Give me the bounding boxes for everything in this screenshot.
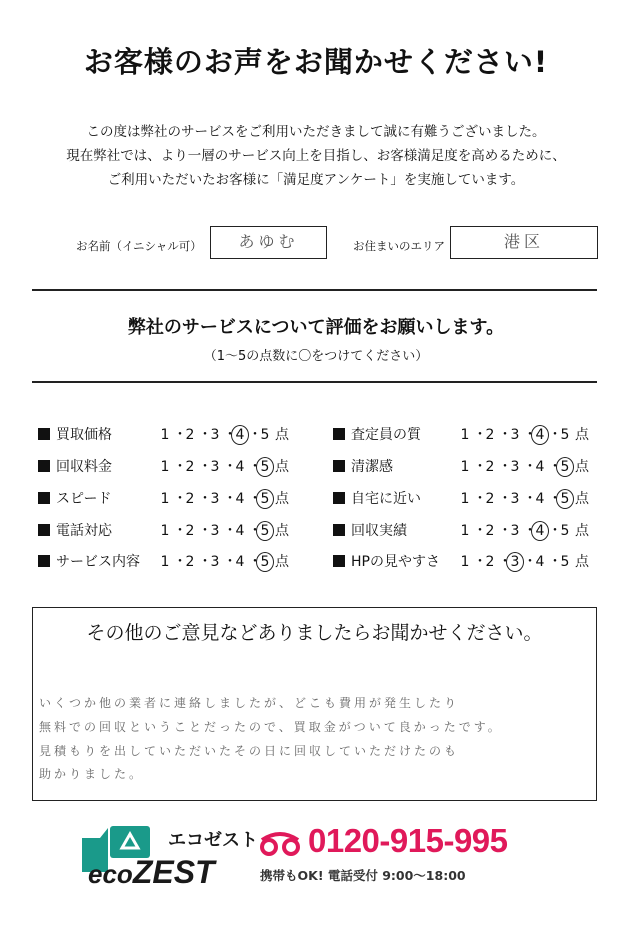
separator: ・: [498, 427, 512, 443]
separator: ・: [498, 523, 512, 539]
intro-text: [0, 120, 632, 192]
bullet-square-icon: [333, 492, 345, 504]
rating-label-text: スピード: [56, 491, 112, 507]
rating-row: [333, 551, 593, 573]
score-unit: 点: [275, 427, 289, 443]
score-option[interactable]: 3: [507, 551, 523, 573]
separator: ・: [498, 554, 512, 570]
rating-label: [38, 488, 111, 510]
score-option[interactable]: 3: [210, 459, 220, 475]
rating-label: [333, 456, 393, 478]
page-title: お客様のお声をお聞かせください!: [83, 45, 549, 79]
score-option[interactable]: 1: [160, 427, 170, 443]
separator: ・: [223, 459, 237, 475]
bullet-square-icon: [38, 428, 50, 440]
separator: ・: [173, 459, 187, 475]
score-option[interactable]: 2: [185, 459, 195, 475]
separator: ・: [473, 523, 487, 539]
rating-label: [38, 520, 112, 542]
score-option[interactable]: 4: [235, 554, 245, 570]
score-unit: 点: [575, 427, 589, 443]
rating-label: [333, 424, 421, 446]
separator: ・: [223, 523, 237, 539]
divider: [32, 381, 597, 383]
score-option[interactable]: 2: [185, 554, 195, 570]
score-option[interactable]: 5: [560, 523, 570, 539]
separator: ・: [223, 554, 237, 570]
score-option[interactable]: 3: [210, 491, 220, 507]
score-unit: 点: [275, 554, 289, 570]
rating-label-text: 買取価格: [56, 427, 112, 443]
comment-line: 見積もりを出していただいたその日に回収していただけたのも: [39, 744, 460, 758]
separator: ・: [223, 427, 237, 443]
separator: ・: [473, 491, 487, 507]
comment-line: 助かりました。: [39, 767, 145, 781]
score-option[interactable]: 3: [210, 427, 220, 443]
separator: ・: [248, 459, 262, 475]
score-option[interactable]: 2: [485, 554, 495, 570]
separator: ・: [198, 491, 212, 507]
freedial-icon: [258, 830, 302, 856]
separator: ・: [548, 554, 562, 570]
rating-row: [38, 551, 298, 573]
separator: ・: [248, 554, 262, 570]
score-unit: 点: [275, 491, 289, 507]
score-option[interactable]: 5: [557, 488, 573, 510]
intro-line: この度は弊社のサービスをご利用いただきまして誠に有難うございました。: [86, 124, 546, 140]
score-option[interactable]: 2: [485, 427, 495, 443]
rating-label-text: 清潔感: [351, 459, 393, 475]
rating-row: [333, 520, 593, 542]
score-option[interactable]: 4: [532, 424, 548, 446]
rating-label-text: 電話対応: [56, 523, 112, 539]
score-unit: 点: [575, 459, 589, 475]
score-unit: 点: [275, 459, 289, 475]
rating-row: [38, 456, 298, 478]
separator: ・: [473, 427, 487, 443]
score-option[interactable]: 3: [510, 523, 520, 539]
comment-title: その他のご意見などありましたらお聞かせください。: [86, 622, 543, 644]
score-unit: 点: [575, 554, 589, 570]
bullet-square-icon: [333, 460, 345, 472]
rating-label: [333, 520, 407, 542]
rating-label-text: 回収実績: [351, 523, 407, 539]
score-option[interactable]: 1: [460, 491, 470, 507]
name-label: お名前（イニシャル可）: [76, 239, 202, 253]
separator: ・: [173, 427, 187, 443]
score-option[interactable]: 4: [532, 520, 548, 542]
score-unit: 点: [575, 523, 589, 539]
score-option[interactable]: 5: [257, 551, 273, 573]
area-field[interactable]: 港区: [450, 226, 598, 259]
separator: ・: [198, 554, 212, 570]
score-option[interactable]: 2: [185, 523, 195, 539]
rating-scale: [157, 520, 289, 542]
comment-line: いくつか他の業者に連絡しましたが、どこも費用が発生したり: [39, 696, 460, 710]
rating-scale: [157, 424, 289, 446]
separator: ・: [548, 491, 562, 507]
separator: ・: [473, 459, 487, 475]
rating-row: [333, 488, 593, 510]
rating-scale: [457, 488, 589, 510]
section-subtitle: （1〜5の点数に〇をつけてください）: [203, 349, 429, 364]
bullet-square-icon: [38, 460, 50, 472]
score-option[interactable]: 1: [160, 554, 170, 570]
rating-scale: [457, 456, 589, 478]
rating-label-text: 自宅に近い: [351, 491, 421, 507]
separator: ・: [523, 427, 537, 443]
logo-kana: エコゼスト: [168, 830, 258, 851]
separator: ・: [173, 523, 187, 539]
rating-row: [333, 456, 593, 478]
separator: ・: [498, 459, 512, 475]
rating-label: [38, 551, 140, 573]
score-option[interactable]: 3: [210, 523, 220, 539]
score-option[interactable]: 3: [510, 427, 520, 443]
bullet-square-icon: [38, 555, 50, 567]
name-field[interactable]: あゆむ: [210, 226, 327, 259]
score-unit: 点: [575, 491, 589, 507]
rating-label: [38, 424, 112, 446]
intro-line: ご利用いただいたお客様に「満足度アンケート」を実施しています。: [107, 172, 525, 188]
score-option[interactable]: 4: [535, 554, 545, 570]
separator: ・: [548, 459, 562, 475]
logo-zest: ZEST: [132, 854, 215, 890]
score-option[interactable]: 1: [460, 523, 470, 539]
bullet-square-icon: [333, 555, 345, 567]
comment-box[interactable]: [32, 607, 597, 801]
score-option[interactable]: 2: [185, 427, 195, 443]
score-option[interactable]: 1: [460, 459, 470, 475]
score-option[interactable]: 2: [485, 523, 495, 539]
separator: ・: [173, 554, 187, 570]
bullet-square-icon: [333, 428, 345, 440]
separator: ・: [498, 491, 512, 507]
score-option[interactable]: 4: [232, 424, 248, 446]
rating-label: [333, 551, 440, 573]
comment-line: 無料での回収ということだったので、買取金がついて良かったです。: [39, 720, 503, 734]
score-option[interactable]: 2: [185, 491, 195, 507]
separator: ・: [198, 427, 212, 443]
score-option[interactable]: 5: [560, 554, 570, 570]
score-option[interactable]: 5: [557, 456, 573, 478]
separator: ・: [173, 491, 187, 507]
score-option[interactable]: 1: [460, 554, 470, 570]
logo-wordmark: [88, 854, 215, 891]
score-option[interactable]: 4: [235, 459, 245, 475]
bullet-square-icon: [38, 492, 50, 504]
separator: ・: [523, 554, 537, 570]
score-option[interactable]: 4: [535, 491, 545, 507]
rating-scale: [157, 551, 289, 573]
score-option[interactable]: 1: [160, 491, 170, 507]
rating-row: [333, 424, 593, 446]
divider: [32, 289, 597, 291]
separator: ・: [548, 523, 562, 539]
rating-scale: [457, 520, 589, 542]
separator: ・: [198, 459, 212, 475]
separator: ・: [248, 523, 262, 539]
rating-row: [38, 488, 298, 510]
bullet-square-icon: [333, 524, 345, 536]
intro-line: 現在弊社では、より一層のサービス向上を目指し、お客様満足度を高めるために、: [66, 148, 566, 164]
separator: ・: [248, 491, 262, 507]
score-option[interactable]: 3: [210, 554, 220, 570]
score-option[interactable]: 5: [260, 427, 270, 443]
ecozest-logo: [80, 824, 258, 890]
score-option[interactable]: 5: [257, 520, 273, 542]
score-option[interactable]: 4: [235, 523, 245, 539]
bullet-square-icon: [38, 524, 50, 536]
rating-scale: [457, 551, 589, 573]
separator: ・: [523, 459, 537, 475]
score-option[interactable]: 1: [160, 459, 170, 475]
phone-number[interactable]: 0120-915-995: [308, 822, 508, 859]
separator: ・: [548, 427, 562, 443]
rating-label: [38, 456, 112, 478]
phone-hours: 携帯もOK! 電話受付 9:00〜18:00: [260, 868, 466, 883]
separator: ・: [523, 491, 537, 507]
separator: ・: [198, 523, 212, 539]
rating-row: [38, 424, 298, 446]
separator: ・: [473, 554, 487, 570]
rating-row: [38, 520, 298, 542]
rating-label-text: 査定員の質: [351, 427, 421, 443]
score-option[interactable]: 3: [510, 491, 520, 507]
score-option[interactable]: 5: [257, 488, 273, 510]
logo-eco: eco: [88, 859, 133, 889]
score-option[interactable]: 2: [485, 459, 495, 475]
rating-label-text: 回収料金: [56, 459, 112, 475]
score-option[interactable]: 1: [160, 523, 170, 539]
score-option[interactable]: 2: [485, 491, 495, 507]
rating-scale: [157, 488, 289, 510]
score-option[interactable]: 5: [257, 456, 273, 478]
rating-label-text: HPの見やすさ: [351, 554, 440, 570]
score-option[interactable]: 4: [535, 459, 545, 475]
score-option[interactable]: 3: [510, 459, 520, 475]
section-title: 弊社のサービスについて評価をお願いします。: [127, 317, 505, 338]
area-label: お住まいのエリア: [353, 239, 445, 253]
rating-label: [333, 488, 421, 510]
separator: ・: [523, 523, 537, 539]
rating-scale: [457, 424, 589, 446]
score-option[interactable]: 1: [460, 427, 470, 443]
separator: ・: [248, 427, 262, 443]
score-option[interactable]: 4: [235, 491, 245, 507]
rating-label-text: サービス内容: [56, 554, 140, 570]
separator: ・: [223, 491, 237, 507]
score-unit: 点: [275, 523, 289, 539]
rating-scale: [157, 456, 289, 478]
score-option[interactable]: 5: [560, 427, 570, 443]
